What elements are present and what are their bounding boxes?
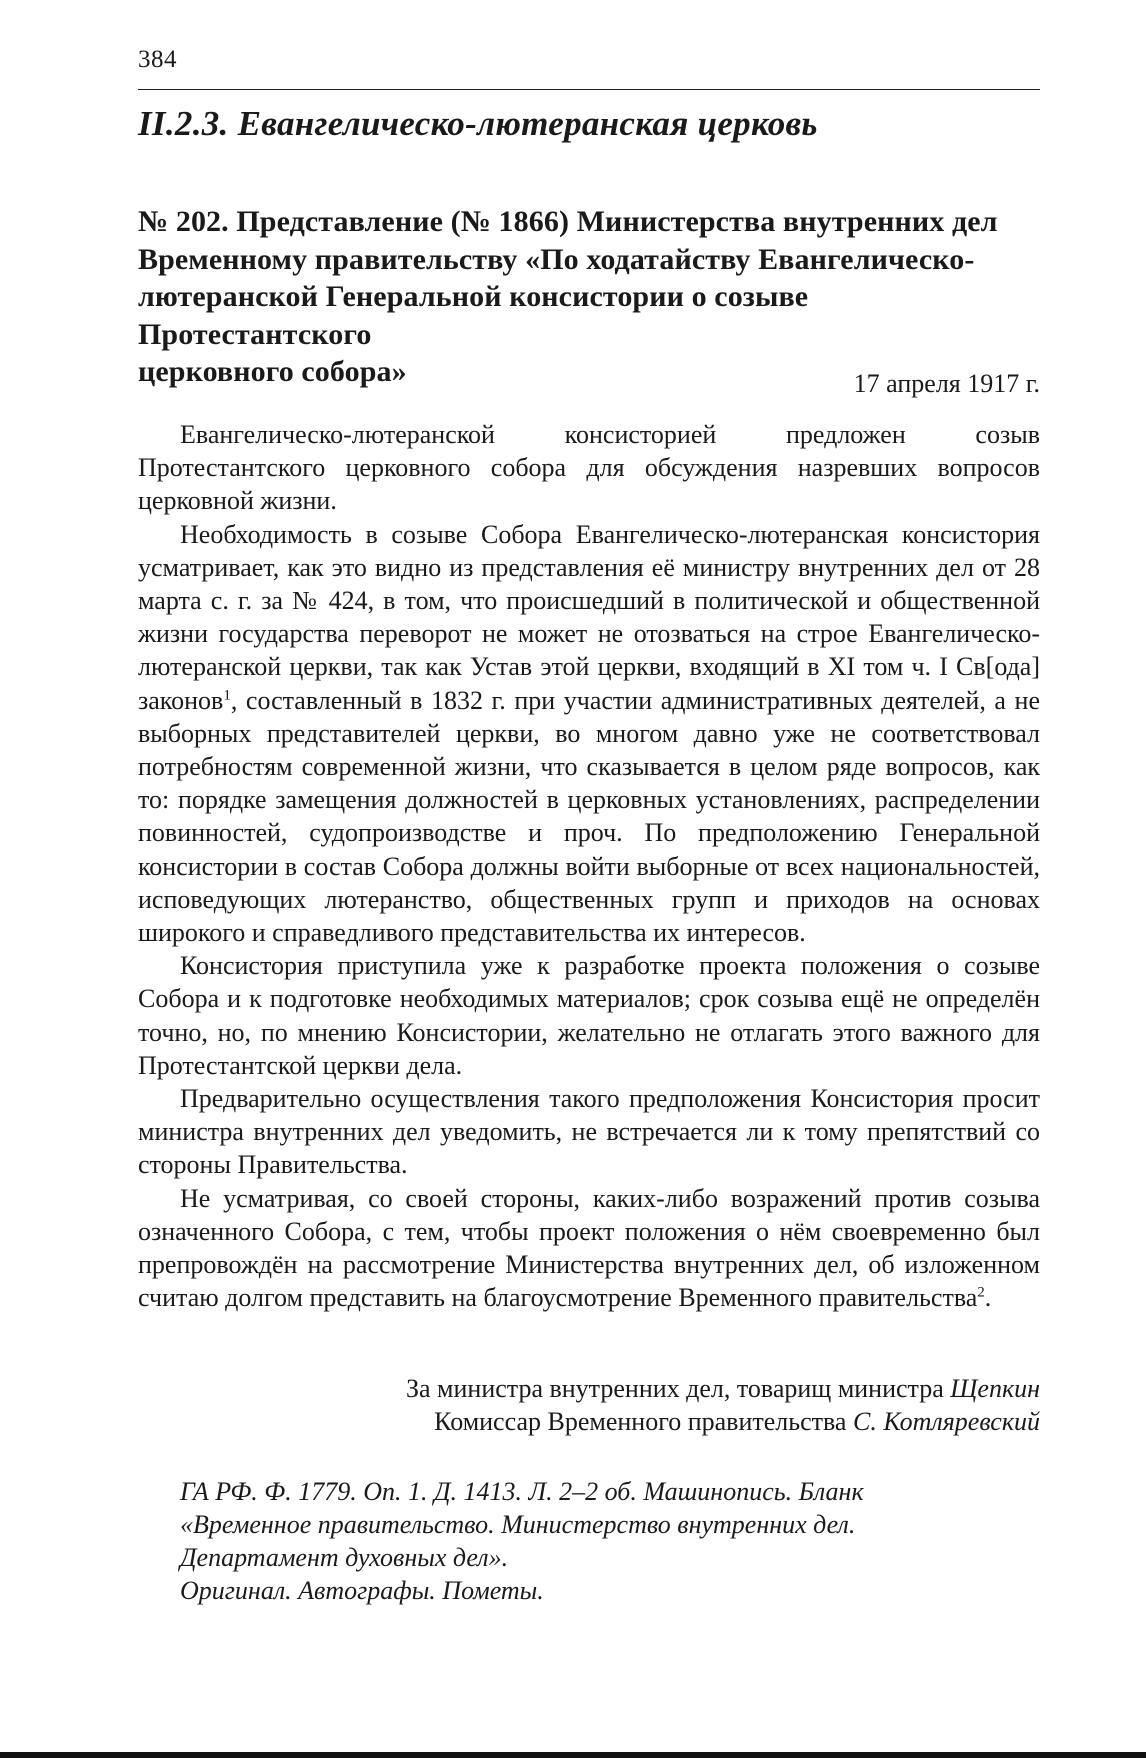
heading-line: № 202. Представление (№ 1866) Министерства внутренних дел [138,205,998,238]
paragraph-text: Не усматривая, со своей стороны, каких-либо возражений против созыва означенного Собора, с тем, чтобы проект положения о нём своевременно был препровождён на рассмотрение Министерства внутренних дел, об изложенном считаю долгом представить на благоусмотрение Временного правительства [138,1183,1040,1313]
body-paragraph: Предварительно осуществления такого предположения Консистория просит министра внутренних дел уведомить, не встречается ли к тому препятствий со стороны Правительства. [138,1084,1040,1180]
archival-source-note [180,1475,1040,1607]
page-bottom-edge [0,1752,1146,1758]
paragraph-text: , составленный в 1832 г. при участии административных деятелей, а не выборных представителей церкви, во многом давно уже не соответствовал потребностям современной жизни, что сказывается в целом ряде вопросов, как то: порядке замещения должностей в церковных установлениях, распределении повинностей, судопроизводстве и проч. По предположению Генеральной консистории в состав Собора должны войти выборные от всех национальностей, исповедующих лютеранство, общественных групп и приходов на основах широкого и справедливого представительства их интересов. [138,685,1040,948]
source-note-line: «Временное правительство. Министерство внутренних дел. [180,1510,856,1539]
document-heading [138,203,1040,391]
document-date: 17 апреля 1917 г. [853,369,1040,398]
document-body [138,418,1040,1314]
paragraph-text: Необходимость в созыве Собора Евангелическо-лютеранская консистория усматривает, как это видно из представления её министру внутренних дел от 28 марта с. г. за № 424, в том, что происшедший в политической и общественной жизни государства переворот не может не отозваться на строе Евангелическо-лютеранской церкви, так как Устав этой церкви, входящий в XI том ч. I Св[ода] законов [138,519,1040,715]
signatures [406,1372,1040,1438]
signature-name: Щепкин [950,1374,1040,1403]
section-title: II.2.3. Евангелическо-лютеранская церковь [138,104,818,143]
signature-role: За министра внутренних дел, товарищ министра [405,1374,944,1403]
heading-line: лютеранской Генеральной консистории о созыве Протестантского [138,280,809,351]
source-note-line: Департамент духовных дел». [180,1543,509,1572]
signature-line [406,1405,1040,1438]
source-note-line: Оригинал. Автографы. Пометы. [180,1576,544,1605]
paragraph-text: . [984,1283,992,1313]
heading-line: Временному правительству «По ходатайству Евангелическо- [138,242,975,276]
heading-line: церковного собора» [138,355,407,388]
body-paragraph [138,518,1040,950]
footnote-ref: 2 [977,1284,985,1301]
body-paragraph: Консистория приступила уже к разработке проекта положения о созыве Собора и к подготовке необходимых материалов; срок созыва ещё не определён точно, но, по мнению Консистории, желательно не отлагать этого важного для Протестантской церкви дела. [138,951,1040,1080]
source-note-line: ГА РФ. Ф. 1779. Оп. 1. Д. 1413. Л. 2–2 об. Машинопись. Бланк [180,1477,864,1506]
signature-line [406,1372,1040,1405]
body-paragraph: Евангелическо-лютеранской консисторией предложен созыв Протестантского церковного собора для обсуждения назревших вопросов церковной жизни. [138,420,1040,516]
body-paragraph [138,1182,1040,1315]
signature-role: Комиссар Временного правительства [434,1407,847,1437]
signature-name: С. Котляревский [852,1407,1040,1437]
page-number: 384 [138,46,177,73]
header-rule [138,89,1040,90]
footnote-ref: 1 [223,686,231,703]
